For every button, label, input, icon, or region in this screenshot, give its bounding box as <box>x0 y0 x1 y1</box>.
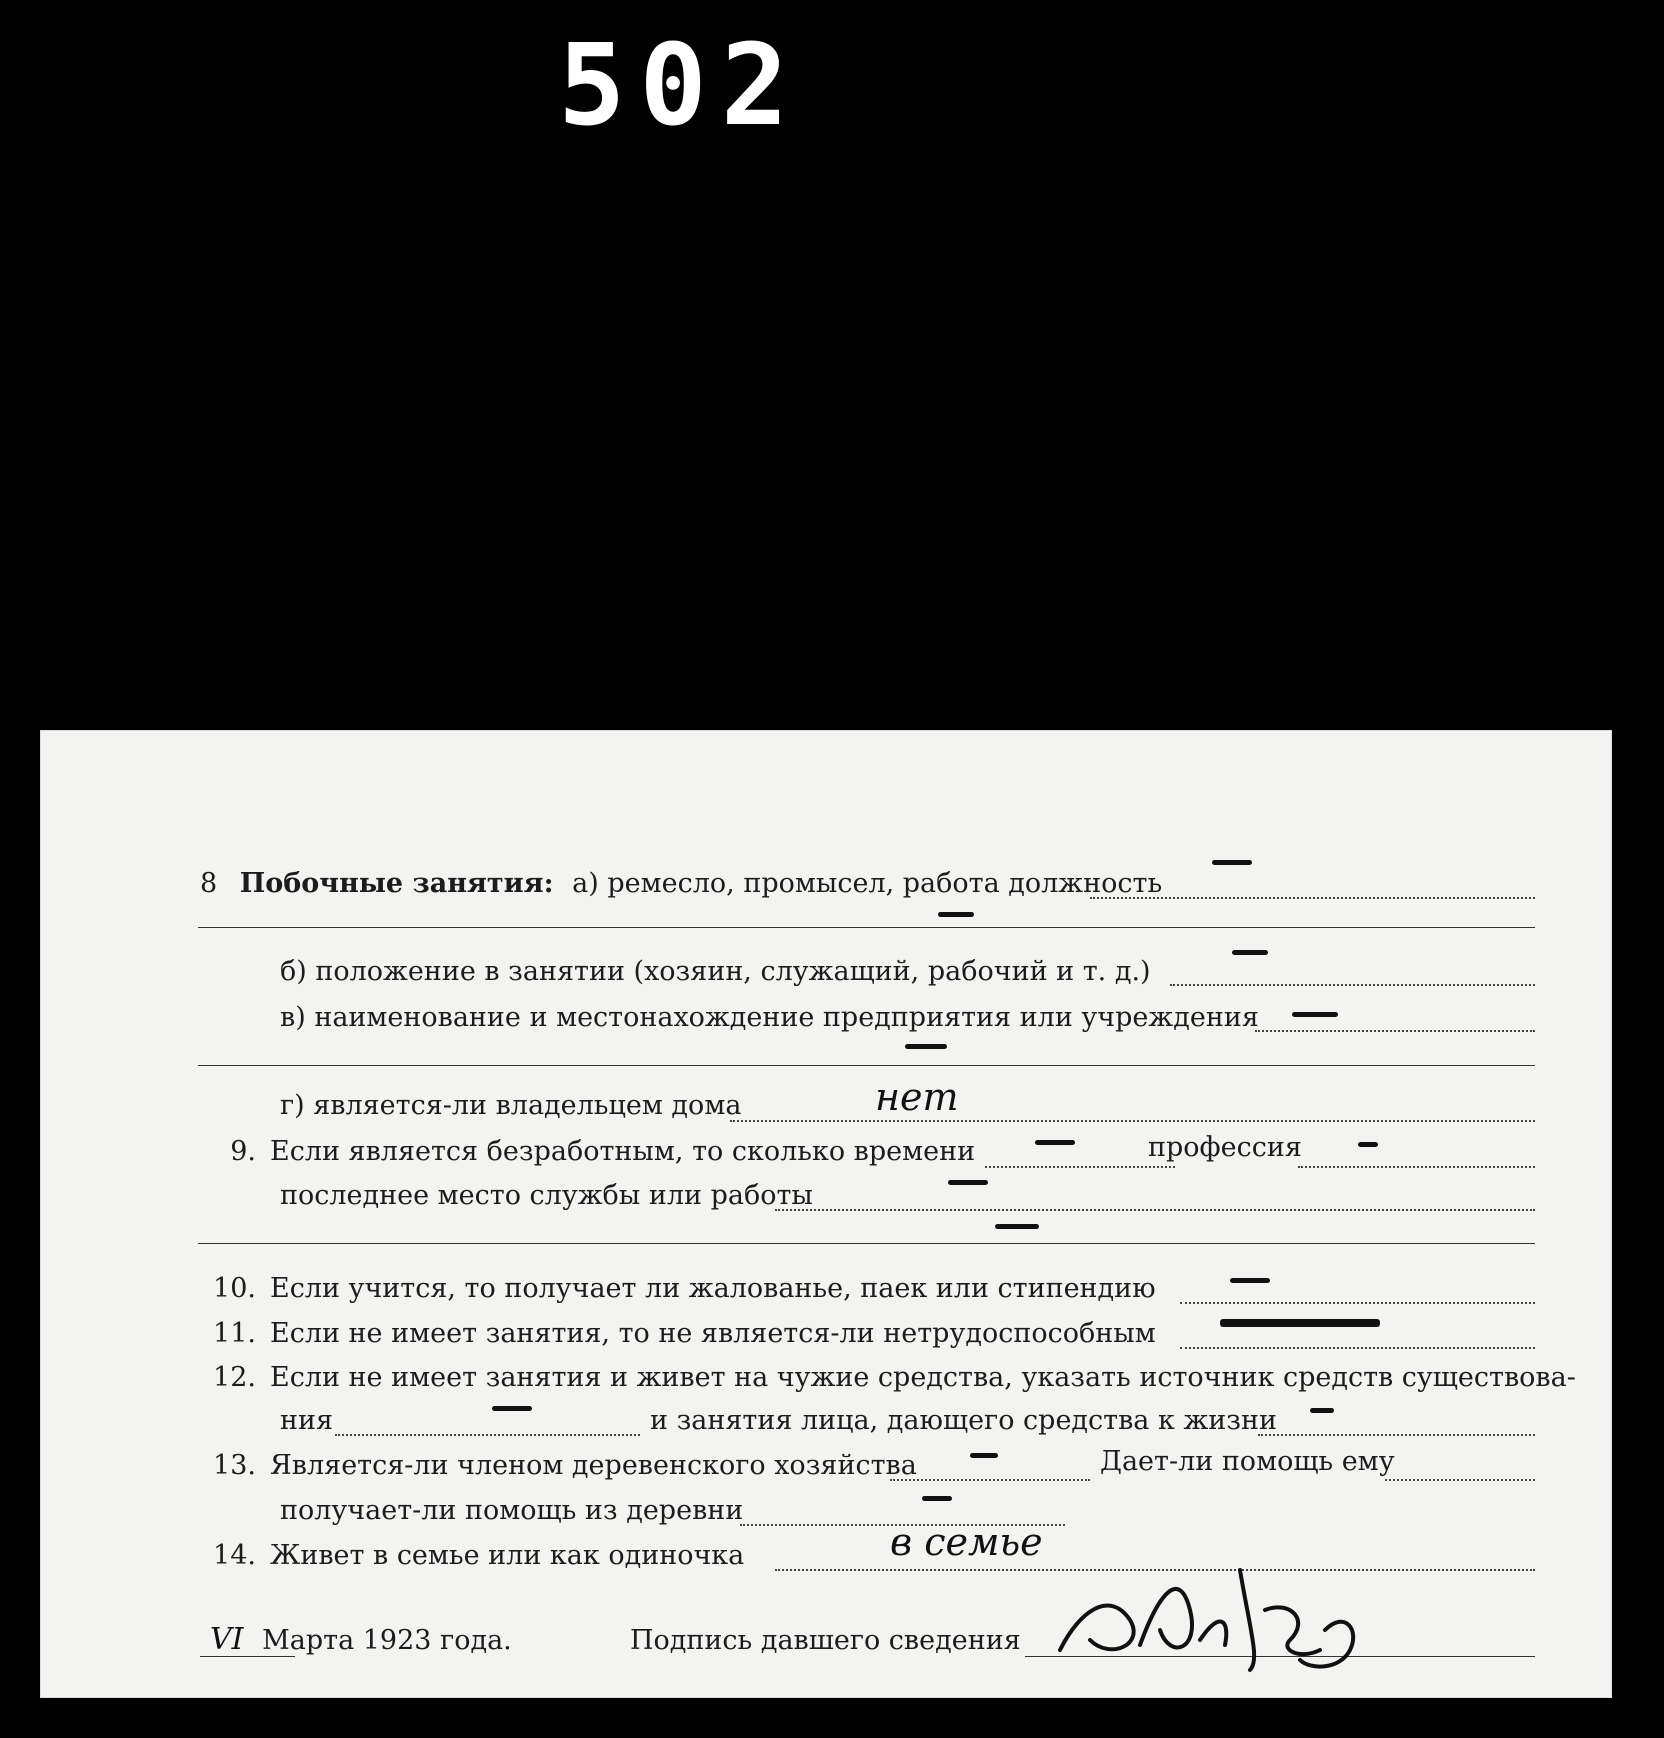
q12-dash-answer-b <box>1310 1408 1334 1413</box>
q9-line <box>200 1138 975 1165</box>
q9-number: 9. <box>230 1136 256 1167</box>
q13-dotted-line <box>890 1479 1090 1481</box>
q12-cont-a: ния <box>280 1405 334 1436</box>
q12-text: Если не имеет занятия и живет на чужие средства, указать источник средств существова- <box>270 1362 1576 1393</box>
q13-dash-answer <box>970 1453 998 1458</box>
q14-text: Живет в семье или как одиночка <box>270 1540 745 1571</box>
footer-signature-label: Подпись давшего сведения <box>630 1625 1021 1656</box>
q13-line <box>200 1452 917 1479</box>
q8v-continuation-rule <box>198 1065 1535 1066</box>
q12-dotted-line-b <box>1258 1434 1535 1436</box>
q13-cont-line: получает-ли помощь из деревни <box>280 1495 744 1526</box>
q8g-dotted-line <box>730 1120 1535 1122</box>
q8g-line: г) является-ли владельцем дома <box>280 1090 742 1121</box>
q8-a-text: а) ремесло, промысел, работа должность <box>572 868 1163 899</box>
q9-last-line: последнее место службы или работы <box>280 1180 813 1211</box>
q9-time-dotted-line <box>985 1166 1175 1168</box>
q8-line <box>200 870 1162 897</box>
q13-number: 13. <box>213 1450 256 1481</box>
q8v-dotted-line <box>1255 1030 1535 1032</box>
footer-day-rule <box>200 1656 295 1657</box>
q13-help-dotted-line <box>1385 1479 1535 1481</box>
q8g-handwritten-answer: нет <box>875 1075 959 1119</box>
q14-handwritten-answer: в семье <box>890 1520 1043 1564</box>
q14-number: 14. <box>213 1540 256 1571</box>
q12-line <box>200 1364 1576 1391</box>
q8v-line: в) наименование и местонахождение предприятия или учреждения <box>280 1002 1259 1033</box>
questionnaire-card <box>40 730 1612 1698</box>
q13-cont-dash-answer <box>922 1496 952 1501</box>
q8-a-continuation-rule <box>198 927 1535 928</box>
q9-continuation-rule <box>198 1243 1535 1244</box>
q10-text: Если учится, то получает ли жалованье, паек или стипендию <box>270 1273 1156 1304</box>
q9-last-dash-answer-2 <box>995 1224 1039 1229</box>
q9-last-dotted-line <box>775 1209 1535 1211</box>
footer-day-handwritten: VI <box>210 1622 244 1657</box>
q10-dash-answer <box>1230 1278 1270 1283</box>
q10-line <box>200 1275 1156 1302</box>
q9-text: Если является безработным, то сколько времени <box>270 1136 976 1167</box>
q10-number: 10. <box>213 1273 256 1304</box>
q11-dash-answer <box>1220 1319 1380 1327</box>
q13-text: Является-ли членом деревенского хозяйства <box>270 1450 917 1481</box>
frame-number: 502 <box>558 21 803 151</box>
q8v-dash-answer <box>1292 1012 1338 1017</box>
q8v-dash-answer-2 <box>905 1044 947 1049</box>
q11-dotted-line <box>1180 1347 1535 1349</box>
q12-dash-answer-a <box>492 1406 532 1411</box>
handwritten-signature <box>1050 1550 1380 1680</box>
q11-line <box>200 1320 1156 1347</box>
q13-help-label: Дает-ли помощь ему <box>1100 1446 1395 1477</box>
q9-last-dash-answer <box>948 1180 988 1185</box>
q9-profession-label: профессия <box>1148 1132 1302 1163</box>
q8b-line: б) положение в занятии (хозяин, служащий, рабочий и т. д.) <box>280 956 1151 987</box>
q12-dotted-line-a <box>335 1434 640 1436</box>
q14-line <box>200 1542 744 1569</box>
q8b-dash-answer <box>1232 950 1268 955</box>
q8b-dotted-line <box>1170 984 1535 986</box>
footer-date-text: Марта 1923 года. <box>262 1625 512 1656</box>
q8-a-dotted-line <box>1090 897 1535 899</box>
q8-number: 8 <box>200 868 218 899</box>
q11-text: Если не имеет занятия, то не является-ли нетрудоспособным <box>270 1318 1156 1349</box>
q8-a-dash-answer <box>1212 860 1252 865</box>
q12-cont-b: и занятия лица, дающего средства к жизни <box>650 1405 1277 1436</box>
q8-a-dash-answer-2 <box>938 912 974 917</box>
footer-date <box>210 1622 512 1657</box>
q12-number: 12. <box>213 1362 256 1393</box>
q11-number: 11. <box>213 1318 256 1349</box>
q8-title: Побочные занятия: <box>239 868 554 899</box>
q9-time-dash-answer <box>1035 1140 1075 1145</box>
q10-dotted-line <box>1180 1302 1535 1304</box>
q9-profession-dotted-line <box>1298 1166 1535 1168</box>
q9-profession-dash-answer <box>1358 1142 1378 1147</box>
